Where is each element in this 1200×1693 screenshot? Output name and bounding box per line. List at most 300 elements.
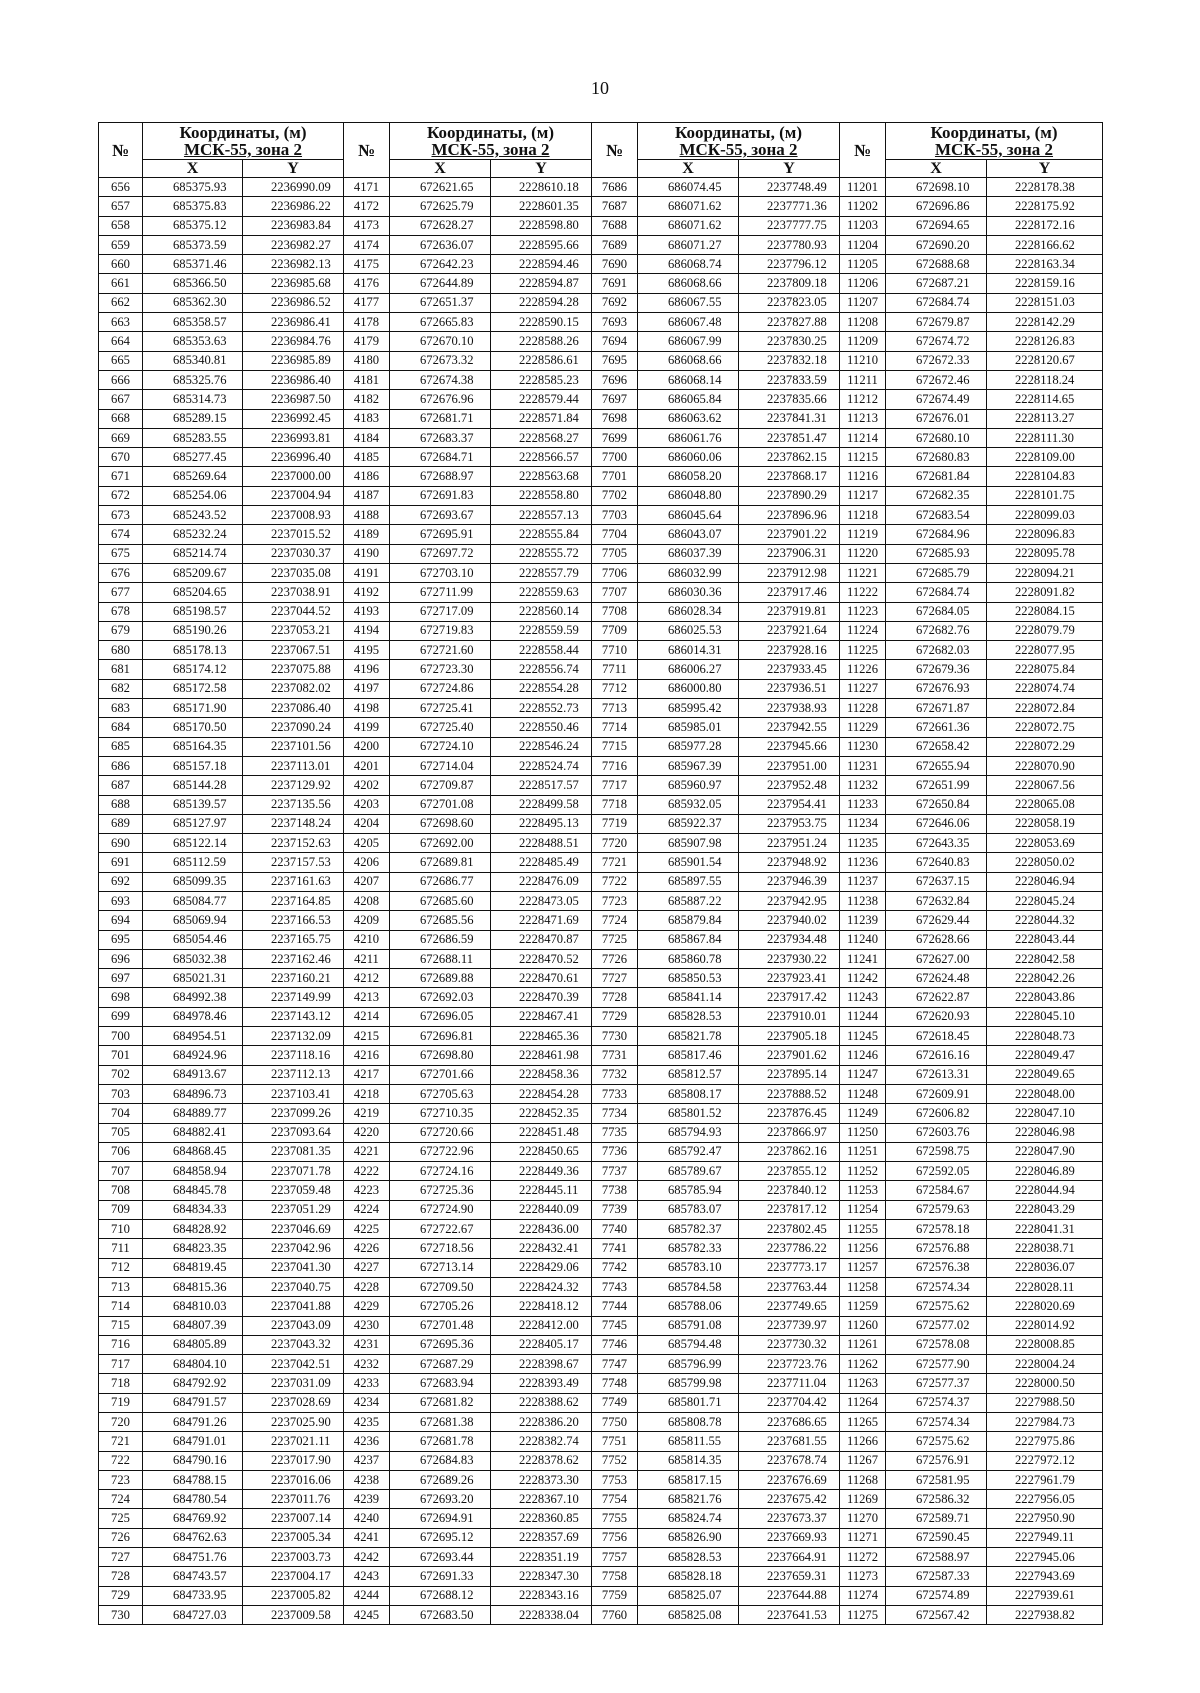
x-coordinate-cell: 672721.60 — [390, 641, 491, 660]
point-number-cell: 7686 — [592, 178, 638, 197]
x-coordinate-cell: 685791.08 — [638, 1316, 739, 1335]
table-row — [99, 1374, 1103, 1393]
point-number-cell: 668 — [99, 409, 143, 428]
x-coordinate-cell: 672680.83 — [886, 448, 987, 467]
point-number-cell: 11275 — [840, 1605, 886, 1624]
point-number-cell: 4208 — [344, 891, 390, 910]
point-number-cell: 4201 — [344, 756, 390, 775]
y-coordinate-cell: 2228546.24 — [491, 737, 592, 756]
point-number-cell: 711 — [99, 1239, 143, 1258]
y-coordinate-cell: 2237053.21 — [243, 621, 344, 640]
x-coordinate-cell: 685340.81 — [143, 351, 243, 370]
x-coordinate-cell: 685209.67 — [143, 563, 243, 582]
y-coordinate-cell: 2237044.52 — [243, 602, 344, 621]
x-coordinate-cell: 686074.45 — [638, 178, 739, 197]
x-coordinate-cell: 686032.99 — [638, 563, 739, 582]
y-coordinate-cell: 2237165.75 — [243, 930, 344, 949]
point-number-cell: 714 — [99, 1297, 143, 1316]
x-coordinate-cell: 672685.60 — [390, 891, 491, 910]
y-coordinate-cell: 2227938.82 — [987, 1605, 1103, 1624]
x-coordinate-cell: 685198.57 — [143, 602, 243, 621]
x-coordinate-cell: 672644.89 — [390, 274, 491, 293]
point-number-cell: 4219 — [344, 1104, 390, 1123]
x-coordinate-cell: 685821.76 — [638, 1490, 739, 1509]
coordinates-table — [98, 122, 1103, 1625]
point-number-cell: 706 — [99, 1142, 143, 1161]
y-coordinate-cell: 2237901.62 — [739, 1046, 840, 1065]
x-coordinate-cell: 672684.74 — [886, 293, 987, 312]
x-coordinate-cell: 686068.74 — [638, 255, 739, 274]
y-coordinate-cell: 2236993.81 — [243, 428, 344, 447]
y-coordinate-cell: 2236983.84 — [243, 216, 344, 235]
point-number-cell: 11229 — [840, 718, 886, 737]
y-coordinate-cell: 2228451.48 — [491, 1123, 592, 1142]
point-number-cell: 4245 — [344, 1605, 390, 1624]
y-coordinate-cell: 2237015.52 — [243, 525, 344, 544]
table-row — [99, 351, 1103, 370]
y-coordinate-cell: 2228044.94 — [987, 1181, 1103, 1200]
x-coordinate-cell: 672628.27 — [390, 216, 491, 235]
point-number-cell: 11218 — [840, 506, 886, 525]
x-coordinate-cell: 685808.78 — [638, 1413, 739, 1432]
point-number-cell: 4213 — [344, 988, 390, 1007]
point-number-cell: 11255 — [840, 1220, 886, 1239]
x-coordinate-cell: 686060.06 — [638, 448, 739, 467]
point-number-cell: 670 — [99, 448, 143, 467]
y-coordinate-cell: 2228041.31 — [987, 1220, 1103, 1239]
point-number-cell: 7757 — [592, 1548, 638, 1567]
y-coordinate-cell: 2237934.48 — [739, 930, 840, 949]
x-coordinate-cell: 685139.57 — [143, 795, 243, 814]
point-number-cell: 7737 — [592, 1162, 638, 1181]
x-coordinate-cell: 684810.03 — [143, 1297, 243, 1316]
table-row — [99, 1181, 1103, 1200]
x-coordinate-cell: 686071.62 — [638, 216, 739, 235]
table-row — [99, 660, 1103, 679]
y-coordinate-cell: 2236986.52 — [243, 293, 344, 312]
y-coordinate-cell: 2237112.13 — [243, 1065, 344, 1084]
y-coordinate-cell: 2228386.20 — [491, 1413, 592, 1432]
y-coordinate-cell: 2237118.16 — [243, 1046, 344, 1065]
x-coordinate-cell: 684882.41 — [143, 1123, 243, 1142]
y-coordinate-cell: 2228556.74 — [491, 660, 592, 679]
point-number-cell: 11211 — [840, 370, 886, 389]
point-number-cell: 4240 — [344, 1509, 390, 1528]
x-coordinate-cell: 685887.22 — [638, 891, 739, 910]
point-number-cell: 7740 — [592, 1220, 638, 1239]
x-coordinate-cell: 685190.26 — [143, 621, 243, 640]
y-coordinate-cell: 2228388.62 — [491, 1393, 592, 1412]
x-coordinate-cell: 685174.12 — [143, 660, 243, 679]
y-coordinate-cell: 2237004.94 — [243, 486, 344, 505]
x-coordinate-cell: 672710.35 — [390, 1104, 491, 1123]
x-coordinate-cell: 684788.15 — [143, 1470, 243, 1489]
y-coordinate-cell: 2228378.62 — [491, 1451, 592, 1470]
x-coordinate-cell: 672725.36 — [390, 1181, 491, 1200]
point-number-cell: 728 — [99, 1567, 143, 1586]
x-coordinate-cell: 672621.65 — [390, 178, 491, 197]
x-coordinate-cell: 672684.83 — [390, 1451, 491, 1470]
x-coordinate-cell: 685785.94 — [638, 1181, 739, 1200]
x-coordinate-cell: 686068.14 — [638, 370, 739, 389]
x-coordinate-cell: 672651.99 — [886, 776, 987, 795]
x-coordinate-cell: 672576.38 — [886, 1258, 987, 1277]
x-coordinate-cell: 685032.38 — [143, 949, 243, 968]
table-row — [99, 641, 1103, 660]
point-number-cell: 713 — [99, 1277, 143, 1296]
y-coordinate-cell: 2228047.10 — [987, 1104, 1103, 1123]
y-coordinate-cell: 2228488.51 — [491, 834, 592, 853]
x-coordinate-cell: 686000.80 — [638, 679, 739, 698]
point-number-cell: 7721 — [592, 853, 638, 872]
point-number-cell: 7742 — [592, 1258, 638, 1277]
x-coordinate-cell: 672661.36 — [886, 718, 987, 737]
table-row — [99, 274, 1103, 293]
y-coordinate-cell: 2237817.12 — [739, 1200, 840, 1219]
point-number-cell: 7753 — [592, 1470, 638, 1489]
x-coordinate-cell: 672685.79 — [886, 563, 987, 582]
y-coordinate-cell: 2228360.85 — [491, 1509, 592, 1528]
table-row — [99, 737, 1103, 756]
y-coordinate-cell: 2236992.45 — [243, 409, 344, 428]
y-coordinate-cell: 2228382.74 — [491, 1432, 592, 1451]
x-coordinate-cell: 685828.18 — [638, 1567, 739, 1586]
x-coordinate-cell: 685171.90 — [143, 699, 243, 718]
point-number-cell: 4223 — [344, 1181, 390, 1200]
y-coordinate-cell: 2237948.92 — [739, 853, 840, 872]
point-number-cell: 7747 — [592, 1355, 638, 1374]
y-coordinate-cell: 2228449.36 — [491, 1162, 592, 1181]
y-coordinate-cell: 2227950.90 — [987, 1509, 1103, 1528]
y-coordinate-cell: 2237113.01 — [243, 756, 344, 775]
y-coordinate-cell: 2237940.02 — [739, 911, 840, 930]
point-number-cell: 4216 — [344, 1046, 390, 1065]
point-number-cell: 4178 — [344, 313, 390, 332]
x-coordinate-cell: 672705.63 — [390, 1084, 491, 1103]
y-coordinate-cell: 2228000.50 — [987, 1374, 1103, 1393]
x-coordinate-cell: 685172.58 — [143, 679, 243, 698]
point-number-cell: 4212 — [344, 969, 390, 988]
point-number-cell: 721 — [99, 1432, 143, 1451]
y-coordinate-cell: 2237071.78 — [243, 1162, 344, 1181]
point-number-cell: 11226 — [840, 660, 886, 679]
x-coordinate-cell: 684868.45 — [143, 1142, 243, 1161]
coord-subtitle: МСК-55, зона 2 — [679, 140, 798, 159]
table-row — [99, 1393, 1103, 1412]
y-coordinate-cell: 2237823.05 — [739, 293, 840, 312]
y-coordinate-cell: 2228045.10 — [987, 1007, 1103, 1026]
y-coordinate-cell: 2237888.52 — [739, 1084, 840, 1103]
point-number-cell: 730 — [99, 1605, 143, 1624]
table-row — [99, 197, 1103, 216]
x-coordinate-cell: 672724.86 — [390, 679, 491, 698]
point-number-cell: 4224 — [344, 1200, 390, 1219]
y-coordinate-cell: 2228458.36 — [491, 1065, 592, 1084]
point-number-cell: 4214 — [344, 1007, 390, 1026]
x-coordinate-cell: 672613.31 — [886, 1065, 987, 1084]
x-coordinate-cell: 685825.08 — [638, 1605, 739, 1624]
table-row — [99, 1123, 1103, 1142]
point-number-cell: 11258 — [840, 1277, 886, 1296]
x-coordinate-cell: 672687.21 — [886, 274, 987, 293]
x-coordinate-cell: 672722.96 — [390, 1142, 491, 1161]
y-coordinate-cell: 2237946.39 — [739, 872, 840, 891]
x-coordinate-cell: 684992.38 — [143, 988, 243, 1007]
point-number-cell: 7711 — [592, 660, 638, 679]
coord-title: Координаты, (м) — [675, 123, 802, 142]
y-coordinate-cell: 2228373.30 — [491, 1470, 592, 1489]
y-coordinate-cell: 2237868.17 — [739, 467, 840, 486]
y-coordinate-cell: 2237040.75 — [243, 1277, 344, 1296]
y-coordinate-cell: 2228517.57 — [491, 776, 592, 795]
point-number-cell: 11246 — [840, 1046, 886, 1065]
coord-subtitle: МСК-55, зона 2 — [934, 140, 1054, 159]
point-number-cell: 675 — [99, 544, 143, 563]
point-number-cell: 4172 — [344, 197, 390, 216]
point-number-cell: 704 — [99, 1104, 143, 1123]
y-coordinate-cell: 2227988.50 — [987, 1393, 1103, 1412]
x-coordinate-cell: 685801.52 — [638, 1104, 739, 1123]
x-coordinate-cell: 685784.58 — [638, 1277, 739, 1296]
point-number-cell: 4242 — [344, 1548, 390, 1567]
point-number-cell: 4182 — [344, 390, 390, 409]
x-coordinate-cell: 686014.31 — [638, 641, 739, 660]
x-coordinate-cell: 685817.46 — [638, 1046, 739, 1065]
x-coordinate-cell: 685788.06 — [638, 1297, 739, 1316]
x-coordinate-cell: 685826.90 — [638, 1528, 739, 1547]
y-coordinate-cell: 2228126.83 — [987, 332, 1103, 351]
x-coordinate-cell: 685783.10 — [638, 1258, 739, 1277]
coord-subtitle: МСК-55, зона 2 — [183, 140, 303, 159]
point-number-cell: 671 — [99, 467, 143, 486]
x-coordinate-cell: 672584.67 — [886, 1181, 987, 1200]
x-coordinate-cell: 672576.88 — [886, 1239, 987, 1258]
y-coordinate-cell: 2237099.26 — [243, 1104, 344, 1123]
y-coordinate-cell: 2237042.96 — [243, 1239, 344, 1258]
x-coordinate-cell: 672691.33 — [390, 1567, 491, 1586]
y-coordinate-cell: 2228367.10 — [491, 1490, 592, 1509]
point-number-cell: 4220 — [344, 1123, 390, 1142]
point-number-cell: 4243 — [344, 1567, 390, 1586]
y-coordinate-cell: 2228351.19 — [491, 1548, 592, 1567]
point-number-cell: 707 — [99, 1162, 143, 1181]
point-number-cell: 677 — [99, 583, 143, 602]
point-number-cell: 11256 — [840, 1239, 886, 1258]
point-number-cell: 684 — [99, 718, 143, 737]
x-coordinate-cell: 685879.84 — [638, 911, 739, 930]
y-coordinate-cell: 2228175.92 — [987, 197, 1103, 216]
point-number-cell: 4181 — [344, 370, 390, 389]
x-coordinate-cell: 685375.12 — [143, 216, 243, 235]
y-coordinate-cell: 2228072.29 — [987, 737, 1103, 756]
x-coordinate-cell: 672651.37 — [390, 293, 491, 312]
point-number-cell: 11202 — [840, 197, 886, 216]
point-number-cell: 7739 — [592, 1200, 638, 1219]
x-coordinate-cell: 672587.33 — [886, 1567, 987, 1586]
y-coordinate-cell: 2228473.05 — [491, 891, 592, 910]
y-coordinate-cell: 2237005.34 — [243, 1528, 344, 1547]
table-row — [99, 1162, 1103, 1181]
y-coordinate-cell: 2237749.65 — [739, 1297, 840, 1316]
table-row — [99, 1355, 1103, 1374]
x-coordinate-cell: 672674.38 — [390, 370, 491, 389]
y-header: Y — [987, 160, 1103, 178]
x-coordinate-cell: 684792.92 — [143, 1374, 243, 1393]
y-coordinate-cell: 2237906.31 — [739, 544, 840, 563]
y-coordinate-cell: 2237028.69 — [243, 1393, 344, 1412]
x-coordinate-cell: 672711.99 — [390, 583, 491, 602]
table-row — [99, 1084, 1103, 1103]
y-coordinate-cell: 2237093.64 — [243, 1123, 344, 1142]
x-coordinate-cell: 684751.76 — [143, 1548, 243, 1567]
table-row — [99, 1470, 1103, 1489]
y-coordinate-cell: 2228461.98 — [491, 1046, 592, 1065]
x-coordinate-cell: 684791.01 — [143, 1432, 243, 1451]
point-number-cell: 11214 — [840, 428, 886, 447]
x-coordinate-cell: 672724.90 — [390, 1200, 491, 1219]
point-number-cell: 702 — [99, 1065, 143, 1084]
y-coordinate-cell: 2236986.40 — [243, 370, 344, 389]
y-coordinate-cell: 2228585.23 — [491, 370, 592, 389]
point-number-cell: 665 — [99, 351, 143, 370]
x-coordinate-cell: 685794.48 — [638, 1335, 739, 1354]
table-row — [99, 1027, 1103, 1046]
table-row — [99, 1567, 1103, 1586]
table-row — [99, 370, 1103, 389]
y-coordinate-cell: 2228470.61 — [491, 969, 592, 988]
table-row — [99, 891, 1103, 910]
point-number-cell: 656 — [99, 178, 143, 197]
table-row — [99, 911, 1103, 930]
x-coordinate-cell: 672574.34 — [886, 1413, 987, 1432]
y-coordinate-cell: 2228560.14 — [491, 602, 592, 621]
y-coordinate-cell: 2237148.24 — [243, 814, 344, 833]
x-coordinate-cell: 685375.93 — [143, 178, 243, 197]
table-row — [99, 1239, 1103, 1258]
y-coordinate-cell: 2227961.79 — [987, 1470, 1103, 1489]
x-coordinate-cell: 686028.34 — [638, 602, 739, 621]
point-number-cell: 11234 — [840, 814, 886, 833]
x-coordinate-cell: 672679.87 — [886, 313, 987, 332]
y-coordinate-cell: 2228558.44 — [491, 641, 592, 660]
x-coordinate-cell: 684819.45 — [143, 1258, 243, 1277]
y-coordinate-cell: 2237938.93 — [739, 699, 840, 718]
x-coordinate-cell: 672696.05 — [390, 1007, 491, 1026]
point-number-cell: 7717 — [592, 776, 638, 795]
y-coordinate-cell: 2228566.57 — [491, 448, 592, 467]
point-number-cell: 11220 — [840, 544, 886, 563]
y-coordinate-cell: 2228114.65 — [987, 390, 1103, 409]
y-coordinate-cell: 2228347.30 — [491, 1567, 592, 1586]
coord-header-4 — [886, 123, 1103, 160]
table-row — [99, 795, 1103, 814]
point-number-cell: 689 — [99, 814, 143, 833]
y-coordinate-cell: 2237086.40 — [243, 699, 344, 718]
y-coordinate-cell: 2228163.34 — [987, 255, 1103, 274]
x-coordinate-cell: 672567.42 — [886, 1605, 987, 1624]
x-coordinate-cell: 684805.89 — [143, 1335, 243, 1354]
y-header: Y — [739, 160, 840, 178]
y-coordinate-cell: 2237910.01 — [739, 1007, 840, 1026]
table-row — [99, 1490, 1103, 1509]
point-number-cell: 4184 — [344, 428, 390, 447]
table-row — [99, 853, 1103, 872]
x-coordinate-cell: 672686.77 — [390, 872, 491, 891]
point-number-cell: 657 — [99, 197, 143, 216]
point-number-cell: 7720 — [592, 834, 638, 853]
x-coordinate-cell: 685157.18 — [143, 756, 243, 775]
point-number-cell: 679 — [99, 621, 143, 640]
point-number-cell: 4235 — [344, 1413, 390, 1432]
x-coordinate-cell: 684924.96 — [143, 1046, 243, 1065]
table-row — [99, 409, 1103, 428]
x-coordinate-cell: 672680.10 — [886, 428, 987, 447]
y-coordinate-cell: 2228343.16 — [491, 1586, 592, 1605]
page-number: 10 — [591, 78, 609, 98]
y-coordinate-cell: 2237704.42 — [739, 1393, 840, 1412]
y-coordinate-cell: 2227945.06 — [987, 1548, 1103, 1567]
y-coordinate-cell: 2228452.35 — [491, 1104, 592, 1123]
x-coordinate-cell: 684780.54 — [143, 1490, 243, 1509]
table-row — [99, 1432, 1103, 1451]
point-number-cell: 11233 — [840, 795, 886, 814]
x-coordinate-cell: 685897.55 — [638, 872, 739, 891]
y-coordinate-cell: 2237644.88 — [739, 1586, 840, 1605]
x-coordinate-cell: 672622.87 — [886, 988, 987, 1007]
table-row — [99, 679, 1103, 698]
x-coordinate-cell: 672709.50 — [390, 1277, 491, 1296]
point-number-cell: 11248 — [840, 1084, 886, 1103]
x-coordinate-cell: 686067.48 — [638, 313, 739, 332]
y-coordinate-cell: 2237025.90 — [243, 1413, 344, 1432]
y-coordinate-cell: 2228043.29 — [987, 1200, 1103, 1219]
y-coordinate-cell: 2237143.12 — [243, 1007, 344, 1026]
point-number-cell: 680 — [99, 641, 143, 660]
y-coordinate-cell: 2227943.69 — [987, 1567, 1103, 1586]
point-number-cell: 720 — [99, 1413, 143, 1432]
point-number-cell: 7702 — [592, 486, 638, 505]
point-number-cell: 4228 — [344, 1277, 390, 1296]
y-coordinate-cell: 2237030.37 — [243, 544, 344, 563]
point-number-cell: 7745 — [592, 1316, 638, 1335]
x-coordinate-cell: 672701.08 — [390, 795, 491, 814]
x-coordinate-cell: 685122.14 — [143, 834, 243, 853]
y-coordinate-cell: 2228046.94 — [987, 872, 1103, 891]
point-number-cell: 698 — [99, 988, 143, 1007]
table-row — [99, 1277, 1103, 1296]
point-number-cell: 691 — [99, 853, 143, 872]
point-number-cell: 4204 — [344, 814, 390, 833]
y-coordinate-cell: 2237954.41 — [739, 795, 840, 814]
y-coordinate-cell: 2237164.85 — [243, 891, 344, 910]
x-coordinate-cell: 685204.65 — [143, 583, 243, 602]
point-number-cell: 7709 — [592, 621, 638, 640]
point-number-cell: 4211 — [344, 949, 390, 968]
x-coordinate-cell: 672698.60 — [390, 814, 491, 833]
x-coordinate-cell: 685782.33 — [638, 1239, 739, 1258]
point-number-cell: 7729 — [592, 1007, 638, 1026]
y-coordinate-cell: 2236984.76 — [243, 332, 344, 351]
x-coordinate-cell: 685314.73 — [143, 390, 243, 409]
x-coordinate-cell: 685214.74 — [143, 544, 243, 563]
y-coordinate-cell: 2228432.41 — [491, 1239, 592, 1258]
x-coordinate-cell: 686048.80 — [638, 486, 739, 505]
y-coordinate-cell: 2228109.00 — [987, 448, 1103, 467]
y-coordinate-cell: 2228393.49 — [491, 1374, 592, 1393]
table-row — [99, 930, 1103, 949]
x-coordinate-cell: 685828.53 — [638, 1007, 739, 1026]
y-coordinate-cell: 2227939.61 — [987, 1586, 1103, 1605]
